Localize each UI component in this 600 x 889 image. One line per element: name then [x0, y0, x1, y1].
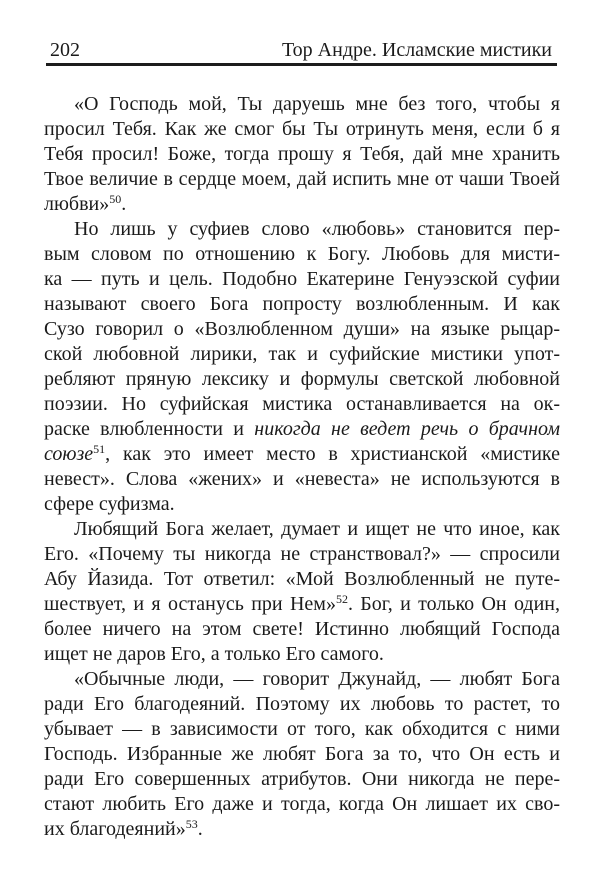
- text-run: Но лишь у суфиев слово «любовь» становится пер-: [74, 218, 560, 240]
- text-run: Сузо говорил о «Возлюбленном души» на языке рыцар-: [44, 318, 560, 340]
- text-line: [44, 717, 560, 742]
- text-run: Абу Йазида. Тот ответил: «Мой Возлюбленный не путе-: [44, 568, 560, 590]
- text-line: [44, 617, 560, 642]
- text-run: .: [197, 818, 203, 840]
- text-line: [44, 292, 560, 317]
- paragraph: [44, 517, 560, 667]
- text-line: [44, 592, 560, 617]
- text-line: [44, 342, 560, 367]
- text-run: сфере суфизма.: [44, 493, 175, 515]
- text-run: ребляют пряную лексику и формулы светской любовной: [44, 368, 560, 390]
- paragraph: [44, 92, 560, 217]
- text-run: любви»: [44, 193, 110, 215]
- text-run: вым словом по отношению к Богу. Любовь для мисти-: [44, 243, 560, 265]
- text-run: Его. «Почему ты никогда не странствовал?» — спросили: [44, 543, 560, 565]
- text-run: раске влюбленности и: [44, 418, 255, 440]
- text-run: убывает — в зависимости от того, как обходится с ними: [44, 718, 560, 740]
- text-run: более ничего на этом свете! Истинно любящий Господа: [44, 618, 560, 640]
- text-run: просил Тебя. Как же смог бы Ты отринуть меня, если б я: [44, 118, 560, 140]
- text-line: [44, 267, 560, 292]
- text-line: [44, 117, 560, 142]
- text-run: .: [121, 193, 127, 215]
- text-line: [44, 167, 560, 192]
- text-run: ищет не даров Его, а только Его самого.: [44, 643, 384, 665]
- footnote-ref: 51: [93, 442, 106, 456]
- text-run: . Бог, и только Он один,: [347, 593, 560, 615]
- text-run: ской любовной лирики, так и суфийские мистики упот-: [44, 343, 560, 365]
- text-run: называют своего Бога попросту возлюбленным. И как: [44, 293, 560, 315]
- text-line: [44, 317, 560, 342]
- text-line: [44, 517, 560, 542]
- text-run: ради Его совершенных атрибутов. Они никогда не пере-: [44, 768, 560, 790]
- text-line: [44, 817, 560, 842]
- text-line: [44, 542, 560, 567]
- text-run: шествует, и я останусь при Нем»: [44, 593, 336, 615]
- header-rule: [46, 63, 557, 66]
- text-line: [44, 192, 560, 217]
- paragraph: [44, 667, 560, 842]
- text-line: [44, 667, 560, 692]
- text-line: [44, 792, 560, 817]
- footnote-ref: 50: [109, 192, 122, 206]
- text-line: [44, 92, 560, 117]
- text-run: их благодеяний»: [44, 818, 186, 840]
- text-run: «О Господь мой, Ты даруешь мне без того, чтобы я: [74, 93, 560, 115]
- text-line: [44, 492, 560, 517]
- text-run: Господь. Избранные же любят Бога за то, что Он есть и: [44, 743, 560, 765]
- text-line: [44, 467, 560, 492]
- text-line: [44, 242, 560, 267]
- text-line: [44, 392, 560, 417]
- text-run: Тебя просил! Боже, тогда прошу я Тебя, дай мне хранить: [44, 143, 560, 165]
- emphasized-text: союзе: [44, 443, 94, 465]
- text-line: [44, 767, 560, 792]
- text-run: Твое величие в сердце моем, дай испить мне от чаши Твоей: [44, 168, 560, 190]
- text-run: поэзии. Но суфийская мистика останавливается на ок-: [44, 393, 560, 415]
- text-line: [44, 442, 560, 467]
- text-line: [44, 692, 560, 717]
- text-line: [44, 367, 560, 392]
- text-line: [44, 142, 560, 167]
- footnote-ref: 52: [335, 592, 348, 606]
- text-run: ка — путь и цель. Подобно Екатерине Генуэзской суфии: [44, 268, 560, 290]
- text-run: «Обычные люди, — говорит Джунайд, — любят Бога: [74, 668, 560, 690]
- text-line: [44, 642, 560, 667]
- page-header: [50, 38, 552, 62]
- text-run: стают любить Его даже и тогда, когда Он лишает их сво-: [44, 793, 560, 815]
- emphasized-text: никогда не ведет речь о брачном: [254, 418, 560, 440]
- text-run: ради Его благодеяний. Поэтому их любовь то растет, то: [44, 693, 560, 715]
- text-line: [44, 742, 560, 767]
- text-run: , как это имеет место в христианской «мистике: [105, 443, 560, 465]
- text-run: невест». Слова «жених» и «невеста» не используются в: [44, 468, 560, 490]
- text-line: [44, 417, 560, 442]
- page-body: [44, 92, 560, 842]
- text-run: Любящий Бога желает, думает и ищет не что иное, как: [74, 518, 560, 540]
- text-line: [44, 217, 560, 242]
- text-line: [44, 567, 560, 592]
- paragraph: [44, 217, 560, 517]
- footnote-ref: 53: [185, 817, 198, 831]
- page-number: 202: [50, 39, 80, 61]
- running-title: Тор Андре. Исламские мистики: [281, 39, 552, 61]
